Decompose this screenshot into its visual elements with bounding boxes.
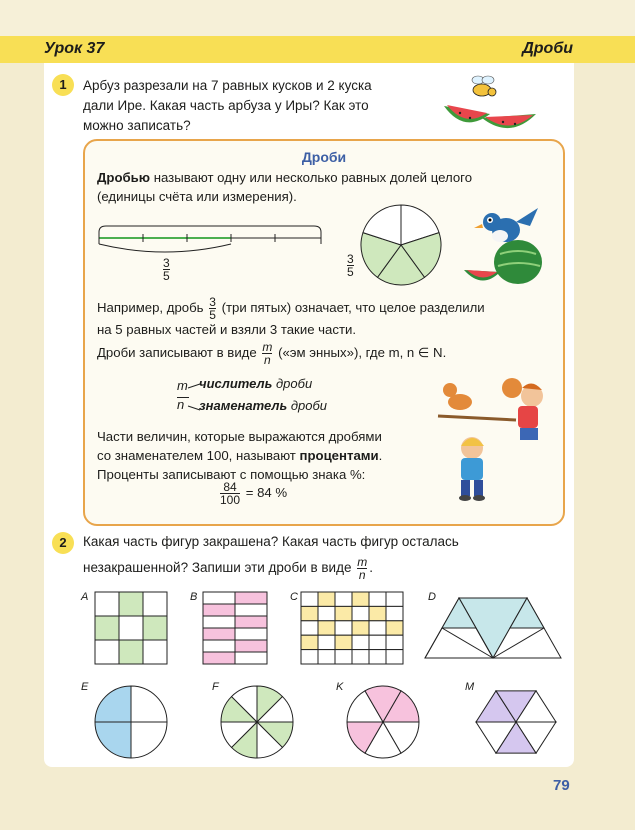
segment-diagram	[96, 222, 326, 262]
task2-fraction-numerator: m	[357, 555, 368, 569]
task2-line1: Какая часть фигур закрашена? Какая часть фигур осталась	[83, 534, 459, 549]
percent-text	[97, 427, 437, 484]
pie-fraction-denominator: 5	[347, 265, 354, 279]
figure-label-d: D	[428, 591, 436, 603]
example-fraction	[209, 296, 216, 321]
pct-line1: Части величин, которые выражаются дробями	[97, 429, 382, 444]
page-number: 79	[553, 777, 570, 794]
figure-label-a: A	[81, 591, 89, 603]
denominator-label	[199, 398, 327, 413]
task2-line2-pre: незакрашенной? Запиши эти дроби в виде	[83, 560, 352, 576]
definition-term: Дробью	[97, 170, 151, 185]
example-numerator: 3	[209, 295, 216, 309]
figure-label-e: E	[81, 681, 89, 693]
figure-label-k: K	[336, 681, 344, 693]
task1-line3: можно записать?	[83, 118, 191, 133]
task2-fraction-denominator: n	[358, 568, 366, 582]
example-line2: на 5 равных частей и взяли 3 такие части.	[97, 322, 357, 337]
bird-watermelon-illustration	[460, 200, 550, 288]
example-text	[97, 296, 557, 321]
notation-denominator: n	[264, 353, 271, 367]
denominator-term: знаменатель	[199, 398, 288, 413]
task2-line2	[83, 556, 543, 581]
definition-line1: называют одну или несколько равных долей целого	[150, 170, 473, 185]
figure-label-f: F	[212, 681, 219, 693]
notation-pre: Дроби записывают в виде	[97, 344, 257, 360]
topic-title: Дроби	[522, 40, 573, 57]
mn-n: n	[177, 397, 185, 412]
percent-numerator: 84	[223, 480, 237, 494]
task1-number: 1	[52, 74, 74, 96]
figure-k-circle	[346, 685, 420, 759]
percent-equals: = 84 %	[245, 484, 288, 500]
segment-fraction-denominator: 5	[163, 269, 170, 283]
task2-text	[83, 532, 543, 581]
definition-line2: (единицы счёта или измерения).	[97, 189, 297, 204]
notation-text	[97, 341, 557, 366]
percent-example	[218, 481, 287, 506]
figure-b-grid	[203, 592, 267, 664]
mn-m: m	[177, 378, 188, 393]
lesson-title: Урок 37	[44, 40, 105, 57]
figure-d-trapezoid	[425, 596, 561, 660]
figure-label-b: B	[190, 591, 198, 603]
pie-fraction-numerator: 3	[347, 252, 354, 266]
denominator-suffix: дроби	[287, 398, 328, 413]
percent-denominator: 100	[220, 493, 241, 507]
figure-f-circle	[220, 685, 294, 759]
task1-text	[83, 76, 372, 136]
task2-number: 2	[52, 532, 74, 554]
pct-line3: Проценты записывают с помощью знака %:	[97, 467, 366, 482]
task2-fraction	[357, 556, 367, 581]
numerator-suffix: дроби	[272, 376, 313, 391]
pct-line2	[97, 446, 437, 465]
pie-fraction	[347, 253, 354, 278]
figure-label-c: C	[290, 591, 298, 603]
notation-post: («эм энных»), где m, n ∈ N.	[278, 344, 447, 360]
segment-fraction-numerator: 3	[163, 256, 170, 270]
task1-line1: Арбуз разрезали на 7 равных кусков и 2 куска	[83, 78, 372, 93]
figure-a-grid	[95, 592, 167, 664]
numerator-term: числитель	[199, 376, 273, 391]
segment-fraction	[163, 257, 170, 282]
figure-label-m: M	[465, 681, 475, 693]
mn-arrows	[188, 380, 202, 420]
notation-numerator: m	[262, 340, 273, 354]
fraction-pie-three-fifths	[360, 204, 442, 286]
figure-c-grid	[301, 592, 403, 664]
definition-title: Дроби	[301, 149, 347, 165]
watermelon-bee-illustration	[440, 66, 540, 136]
numerator-label	[199, 376, 312, 391]
pct-line2-pre: со знаменателем 100, называют	[97, 448, 300, 463]
pct-line2-post: .	[378, 448, 383, 463]
percent-fraction	[220, 481, 240, 506]
kids-cat-illustration	[436, 376, 548, 502]
example-post: (три пятых) означает, что целое разделили	[221, 299, 485, 315]
example-denominator: 5	[209, 308, 216, 322]
example-pre: Например, дробь	[97, 299, 204, 315]
task2-line2-post: .	[369, 560, 374, 576]
task1-line2: дали Ире. Какая часть арбуза у Иры? Как это	[83, 98, 369, 113]
figure-e-circle	[94, 685, 168, 759]
notation-fraction	[262, 341, 272, 366]
figure-m-hexagon	[474, 686, 558, 758]
top-band	[0, 0, 635, 36]
pct-term: процентами	[299, 448, 379, 463]
